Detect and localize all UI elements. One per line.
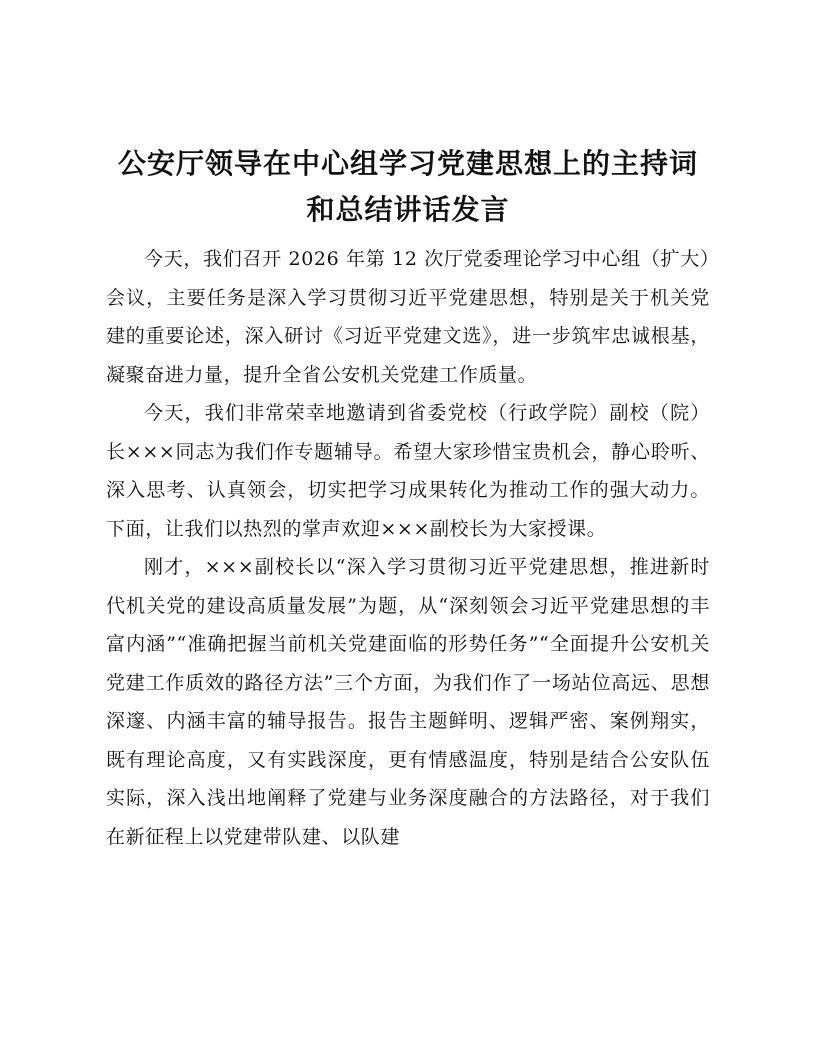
paragraph-1: 今天，我们召开 2026 年第 12 次厅党委理论学习中心组（扩大）会议，主要任务是深入学习贯彻习近平党建思想，特别是关于机关党建的重要论述，深入研讨《习近平党建文选》，进一步筑牢忠诚根基，凝聚奋进力量，提升全省公安机关党建工作质量。 — [106, 248, 710, 386]
paragraph-3: 刚才，×××副校长以“深入学习贯彻习近平党建思想，推进新时代机关党的建设高质量发展”为题，从“深刻领会习近平党建思想的丰富内涵”“准确把握当前机关党建面临的形势任务”“全面提升公安机关党建工作质效的路径方法”三个方面，为我们作了一场站位高远、思想深邃、内涵丰富的辅导报告。报告主题鲜明、逻辑严密、案例翔实，既有理论高度，又有实践深度，更有情感温度，特别是结合公安队伍实际，深入浅出地阐释了党建与业务深度融合的方法路径，对于我们在新征程上以党建带队建、以队建 — [106, 556, 710, 848]
paragraph-2: 今天，我们非常荣幸地邀请到省委党校（行政学院）副校（院）长×××同志为我们作专题辅导。希望大家珍惜宝贵机会，静心聆听、深入思考、认真领会，切实把学习成果转化为推动工作的强大动力。下面，让我们以热烈的掌声欢迎×××副校长为大家授课。 — [106, 402, 710, 540]
document-body — [106, 240, 710, 856]
document-title-line-1: 公安厅领导在中心组学习党建思想上的主持词 — [117, 147, 698, 180]
document-title-line-2: 和总结讲话发言 — [306, 193, 510, 226]
